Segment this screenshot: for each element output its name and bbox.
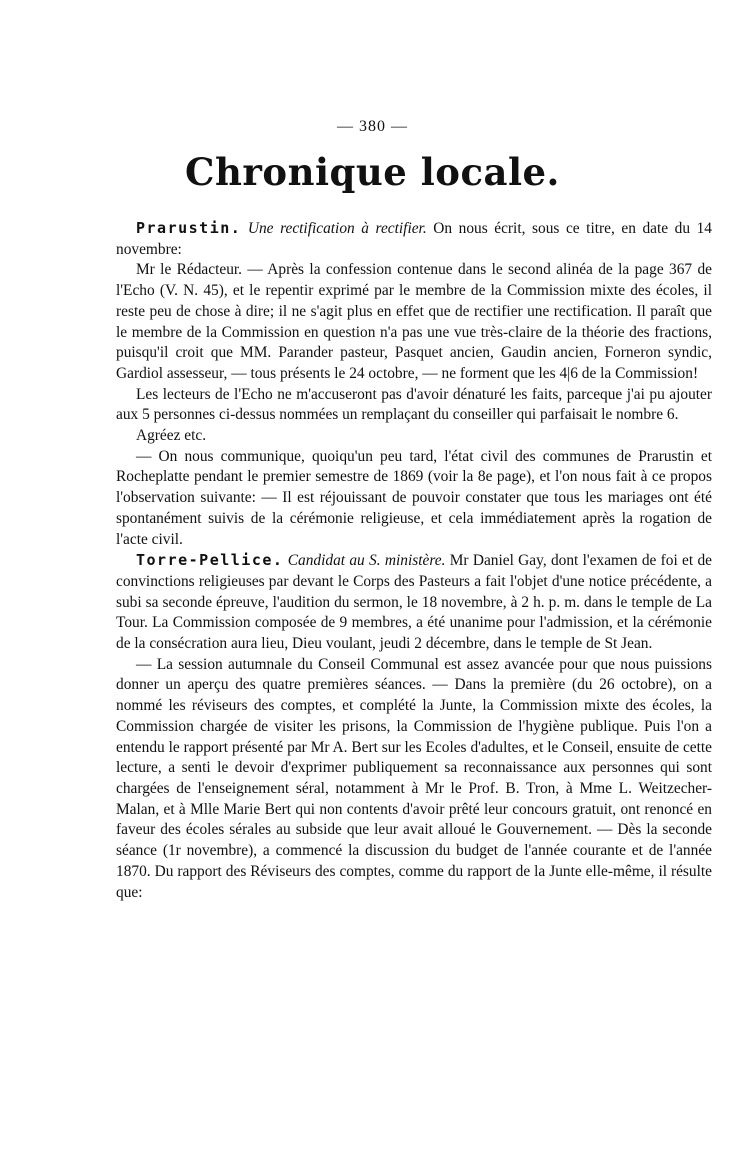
paragraph bbox=[116, 218, 712, 260]
paragraph: Agréez etc. bbox=[136, 427, 207, 445]
paragraph: Les lecteurs de l'Echo ne m'accuseront pas d'avoir dénaturé les faits, parceque j'ai pu ajouter aux 5 personnes ci-dessus nommées un remplaçant du conseiller qui parfaisait le nombre 6. bbox=[116, 385, 712, 424]
section-place: Torre-Pellice. bbox=[136, 551, 284, 570]
paragraph: — La session autumnale du Conseil Communal est assez avancée pour que nous puissions donner un aperçu des quatre premières séances. — Dans la première (du 26 octobre), on a nommé les réviseurs des comptes, et complété la Junte, la Commission mixte des écoles, la Commission chargée de visiter les prisons, la Commission de l'hygiène publique. Puis l'on a entendu le rapport présenté par Mr A. Bert sur les Ecoles d'adultes, et le Conseil, ensuite de cette lecture, a senti le devoir d'exprimer publiquement sa reconnaissance aux personnes qui sont chargées de l'enseignement séral, notamment à Mr le Prof. B. Tron, à Mme L. Weitzecher-Malan, et à Mlle Marie Bert qui non contents d'avoir prêté leur concours gratuit, ont renoncé en faveur des écoles sérales au subside que leur avait alloué le Gouvernement. — Dès la seconde séance (1r novembre), a commencé la discussion du budget de l'année courante et de l'année 1870. Du rapport des Réviseurs des comptes, comme du rapport de la Junte elle-même, il résulte que: bbox=[116, 655, 712, 901]
paragraph: — On nous communique, quoiqu'un peu tard, l'état civil des communes de Prarustin et Rocheplatte pendant le premier semestre de 1869 (voir la 8e page), et l'on nous fait à ce propos l'observation suivante: — Il est réjouissant de pouvoir constater que tous les mariages ont été spontanément suivis de la cérémonie religieuse, et cela immédiatement après la rogation de l'acte civil. bbox=[116, 447, 712, 548]
article-body bbox=[116, 218, 712, 903]
section-place: Prarustin. bbox=[136, 219, 242, 237]
section-subtitle: Candidat au S. ministère. bbox=[287, 552, 446, 570]
paragraph-text: Mr Daniel Gay, dont l'examen de foi et de convinctions religieuses par devant le Corps des Pasteurs a fait l'objet d'une notice précédente, a subi sa seconde épreuve, l'audition du sermon, le 18 novembre, à 2 h. p. m. dans le temple de La Tour. La Commission composée de 9 membres, a été unanime pour l'admission, et la cérémonie de la consécration aura lieu, Dieu voulant, jeudi 2 décembre, dans le temple de St Jean. bbox=[116, 552, 712, 653]
paragraph: Mr le Rédacteur. — Après la confession contenue dans le second alinéa de la page 367 de l'Echo (V. N. 45), et le repentir exprimé par le membre de la Commission mixte des écoles, il reste peu de chose à dire; il ne s'agit plus en effet que de rectifier une rectification. Il paraît que le membre de la Commission en question n'a pas une vue très-claire de la théorie des fractions, puisqu'il croit que MM. Parander pasteur, Pasquet ancien, Gaudin ancien, Forneron syndic, Gardiol assesseur, — tous présents le 24 octobre, — ne forment que les 4|6 de la Commission! bbox=[116, 261, 712, 382]
paragraph bbox=[116, 550, 712, 655]
page-title: Chronique locale. bbox=[185, 150, 560, 194]
paragraph-text: On nous écrit, sous ce titre, en date du 14 novembre: bbox=[116, 220, 712, 258]
page-number: — 380 — bbox=[337, 118, 408, 135]
section-subtitle: Une rectification à rectifier. bbox=[247, 220, 427, 237]
